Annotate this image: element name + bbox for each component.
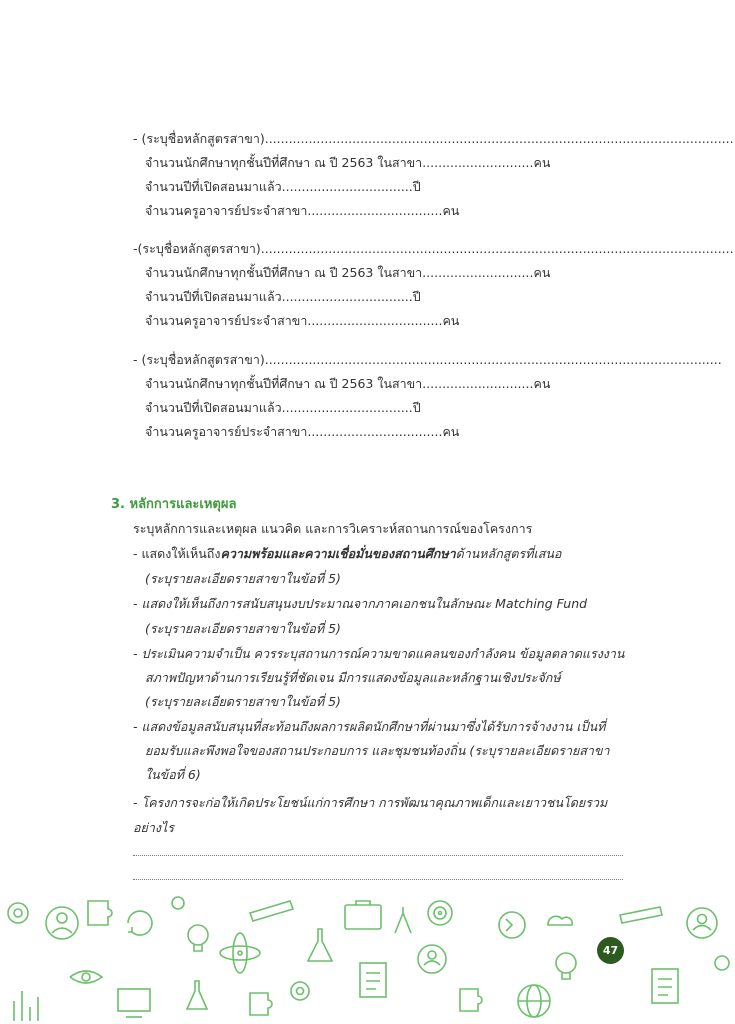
branch-years-field: จำนวนปีที่เปิดสอนมาแล้ว.................................ปี <box>145 289 421 304</box>
bar-chart-icon <box>14 991 38 1021</box>
branch-name-field: - (ระบุชื่อหลักสูตรสาขา)...................................................................................................................... <box>133 131 734 146</box>
lightbulb-icon <box>556 953 576 979</box>
briefcase-icon <box>345 901 381 929</box>
puzzle-icon <box>460 989 482 1011</box>
person-icon <box>46 907 78 939</box>
flask-icon <box>308 929 332 961</box>
bullet-note: (ระบุรายละเอียดรายสาขาในข้อที่ 5) <box>145 694 341 709</box>
bullet-text: - แสดงให้เห็นถึง <box>133 546 221 561</box>
document-icon <box>360 963 386 997</box>
bullet-matching-fund <box>133 595 587 613</box>
branch-name-field: - (ระบุชื่อหลักสูตรสาขา)................................................................................................................... <box>133 352 722 367</box>
cloud-icon <box>548 916 572 925</box>
compass-icon <box>395 907 411 933</box>
bullet-employment-line-3: ในข้อที่ 6) <box>145 767 201 782</box>
monitor-icon <box>118 989 150 1017</box>
bullet-employment-line-2: ยอมรับและพึงพอใจของสถานประกอบการ และชุมชนท้องถิ่น (ระบุรายละเอียดรายสาขา <box>145 743 610 758</box>
globe-icon <box>518 985 550 1017</box>
branch-teachers-field: จำนวนครูอาจารย์ประจำสาขา..................................คน <box>145 203 460 218</box>
bullet-note: (ระบุรายละเอียดรายสาขาในข้อที่ 5) <box>145 621 341 636</box>
bullet-employment-line-1: - แสดงข้อมูลสนับสนุนที่สะท้อนถึงผลการผลิตนักศึกษาที่ผ่านมาซึ่งได้รับการจ้างงาน เป็นที่ <box>133 719 606 734</box>
bullet-emphasis: ความพร้อมและความเชื่อมั่นของสถานศึกษา <box>220 546 456 561</box>
bullet-readiness <box>133 545 561 563</box>
person-icon <box>418 945 446 973</box>
branch-students-field: จำนวนนักศึกษาทุกชั้นปีที่ศึกษา ณ ปี 2563 ในสาขา............................คน <box>145 376 551 391</box>
gear-icon <box>8 903 28 923</box>
section-intro: ระบุหลักการและเหตุผล แนวคิด และการวิเคราะห์สถานการณ์ของโครงการ <box>133 521 533 536</box>
atom-icon <box>220 933 260 973</box>
gear-icon <box>291 982 309 1000</box>
branch-years-field: จำนวนปีที่เปิดสอนมาแล้ว.................................ปี <box>145 400 421 415</box>
telescope-icon <box>620 907 662 923</box>
footer-icon-pattern <box>0 893 735 1024</box>
bullet-english-term: Matching Fund <box>495 596 588 611</box>
branch-students-field: จำนวนนักศึกษาทุกชั้นปีที่ศึกษา ณ ปี 2563 ในสาขา............................คน <box>145 155 551 170</box>
bullet-benefit-line-2: อย่างไร <box>133 820 174 835</box>
bullet-text: - แสดงให้เห็นถึงการสนับสนุนงบประมาณจากภาคเอกชนในลักษณะ <box>133 596 496 611</box>
page-number: 47 <box>597 937 624 964</box>
eye-icon <box>70 971 102 983</box>
puzzle-icon <box>88 901 112 925</box>
answer-line <box>133 879 623 880</box>
branch-years-field: จำนวนปีที่เปิดสอนมาแล้ว.................................ปี <box>145 179 421 194</box>
gear-icon <box>715 956 729 970</box>
section-title: 3. หลักการและเหตุผล <box>111 497 237 512</box>
branch-name-field: -(ระบุชื่อหลักสูตรสาขา)....................................................................................................................... <box>133 241 734 256</box>
document-icon <box>652 969 678 1003</box>
gear-icon <box>172 897 184 909</box>
branch-teachers-field: จำนวนครูอาจารย์ประจำสาขา..................................คน <box>145 424 460 439</box>
refresh-icon <box>128 911 152 935</box>
bullet-benefit-line-1: - โครงการจะก่อให้เกิดประโยชน์แก่การศึกษา การพัฒนาคุณภาพเด็กและเยาวชนโดยรวม <box>133 795 608 810</box>
bullet-needs-line-2: สภาพปัญหาด้านการเรียนรู้ที่ชัดเจน มีการแสดงข้อมูลและหลักฐานเชิงประจักษ์ <box>145 670 561 685</box>
bullet-needs-line-1: - ประเมินความจำเป็น ควรระบุสถานการณ์ความขาดแคลนของกำลังคน ข้อมูลตลาดแรงงาน <box>133 646 625 661</box>
person-icon <box>687 908 717 938</box>
branch-students-field: จำนวนนักศึกษาทุกชั้นปีที่ศึกษา ณ ปี 2563 ในสาขา............................คน <box>145 265 551 280</box>
telescope-icon <box>250 901 293 921</box>
flask-icon <box>187 981 207 1009</box>
puzzle-icon <box>250 993 272 1015</box>
answer-line <box>133 855 623 856</box>
target-icon <box>428 901 452 925</box>
lightbulb-icon <box>188 925 208 951</box>
branch-teachers-field: จำนวนครูอาจารย์ประจำสาขา..................................คน <box>145 313 460 328</box>
bullet-note: (ระบุรายละเอียดรายสาขาในข้อที่ 5) <box>145 571 341 586</box>
refresh-icon <box>499 912 525 938</box>
bullet-text: ด้านหลักสูตรที่เสนอ <box>455 546 562 561</box>
